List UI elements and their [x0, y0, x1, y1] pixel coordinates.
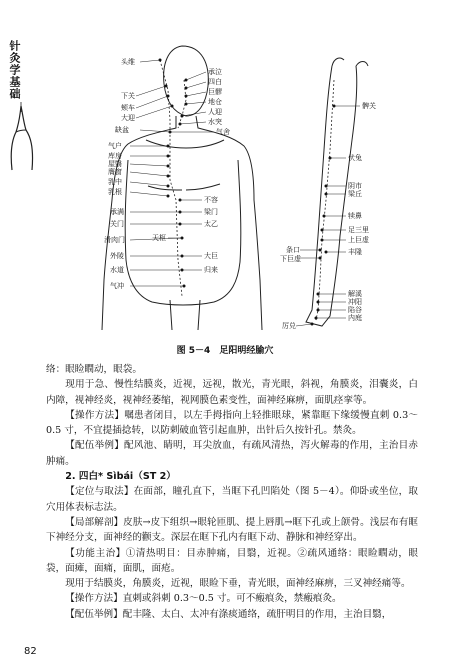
label-tianshu: 天枢 [152, 234, 166, 242]
label-shuidao: 水道 [110, 266, 124, 274]
label-xiangu: 陷谷 [348, 306, 362, 314]
label-chongyang: 冲阳 [348, 298, 362, 306]
paragraph: 络：眼睑瞤动，眼袋。 [46, 364, 142, 375]
label-huaroumen: 滑肉门 [104, 236, 125, 244]
section-text: 皮肤→皮下组织→眼轮匝肌、提上唇肌→眶下孔或上颌骨。浅层布有眶下神经分支，面神经的颧支。深层在眶下孔内有眶下动、静脉和神经穿出。 [46, 516, 418, 544]
label-qihu: 气户 [108, 142, 122, 150]
label-qichong: 气冲 [110, 282, 124, 290]
paragraph [46, 438, 418, 469]
body-text [46, 362, 418, 622]
paragraph [46, 408, 418, 439]
section-head: 【操作方法】 [65, 409, 125, 421]
figure-caption: 图 5－4 足阳明经腧穴 [176, 346, 274, 356]
label-daju: 大巨 [204, 252, 218, 260]
label-ruzhong: 乳中 [108, 178, 122, 186]
label-futu: 伏兔 [348, 154, 362, 162]
label-lidui: 厉兑 [282, 322, 296, 330]
label-juliao: 巨髎 [208, 88, 222, 96]
section-text: 嘱患者闭目，以左手拇指向上轻推眼球，紧靠眶下缘缓慢直刺 0.3～0.5 寸，不宜提插捻转，以防刺破血管引起血肿，出针后久按针孔。禁灸。 [46, 409, 419, 437]
label-zusanli: 足三里 [348, 226, 369, 234]
label-chengman: 承满 [110, 208, 124, 216]
section-head: 【局部解剖】 [65, 516, 124, 528]
label-xiaguan: 下关 [121, 92, 135, 100]
paragraph: 现用于结膜炎，角膜炎，近视，眼睑下垂，青光眼，面神经麻痹，三叉神经痛等。 [65, 578, 411, 590]
section-text: 在面部，瞳孔直下，当眶下孔凹陷处（图 5－4）。仰卧或坐位，取穴用体表标志法。 [46, 486, 418, 513]
paragraph [46, 591, 418, 606]
section-text: 配风池、睛明，耳尖放血，有疏风清热，泻火解毒的作用，主治目赤肿痛。 [46, 440, 419, 467]
side-title-text: 针灸学基础 [8, 40, 21, 100]
label-renying: 人迎 [208, 108, 222, 116]
section-head: 【定位与取法】 [65, 486, 134, 498]
label-rugen: 乳根 [108, 188, 122, 196]
label-qishe: 气舍 [216, 128, 230, 136]
section-text: 直刺或斜刺 0.3～0.5 寸。可不瘢痕灸，禁瘢痕灸。 [122, 593, 342, 605]
label-touwei: 头维 [121, 58, 135, 66]
label-dubi: 犊鼻 [348, 212, 362, 220]
paragraph [46, 484, 418, 515]
label-liangqiu: 梁丘 [348, 190, 362, 198]
label-chengqi: 承泣 [208, 68, 222, 76]
label-burong: 不容 [204, 196, 218, 204]
paragraph [46, 515, 418, 546]
label-dicang: 地仓 [208, 98, 222, 106]
paragraph: 现用于急、慢性结膜炎，近视，远视，散光，青光眼，斜视，角膜炎，泪囊炎，白内障，视神经炎，视神经萎缩，视网膜色素变性，面神经麻痹，面肌痉挛等。 [46, 379, 418, 406]
label-jiexi: 解溪 [348, 290, 362, 298]
label-shangjuxu: 上巨虚 [348, 236, 369, 244]
label-taiyi: 太乙 [204, 220, 218, 228]
label-sibai: 四白 [208, 78, 222, 86]
label-daying: 大迎 [121, 114, 135, 122]
label-wuyi: 屋翳 [108, 160, 122, 168]
paragraph [46, 546, 418, 577]
label-neiting: 内庭 [348, 314, 362, 322]
label-biguan: 髀关 [362, 102, 376, 110]
section-text: 配丰隆、太白、太冲有涤痰通络，疏肝明目的作用，主治目翳， [122, 608, 392, 620]
section-head: 【操作方法】 [65, 593, 123, 605]
label-guanmen: 关门 [110, 220, 124, 228]
label-liangmen: 梁门 [204, 208, 218, 216]
label-guilai: 归来 [204, 266, 218, 274]
page-number: 82 [24, 646, 37, 657]
section-head: 【配伍举例】 [65, 608, 123, 620]
label-quepen: 缺盆 [115, 126, 129, 134]
point-heading: 2. 四白* Sìbái（ST 2） [65, 471, 176, 483]
section-head: 【配伍举例】 [65, 440, 125, 452]
label-wailing: 外陵 [110, 252, 124, 260]
label-yingchuang: 膺窗 [108, 168, 122, 176]
label-kufang: 库房 [108, 152, 122, 160]
label-shuitu: 水突 [208, 118, 222, 126]
paragraph [46, 607, 418, 622]
label-tiaokou: 条口 [286, 246, 300, 254]
section-text: ①清热明目：目赤肿痛，目翳，近视。②疏风通络：眼睑瞤动，眼袋，面瘫，面痛，面肌，面疮。 [46, 547, 419, 574]
label-jiache: 颊车 [121, 104, 135, 112]
label-xiajuxu: 下巨虚 [280, 255, 301, 263]
label-yinshi: 阴市 [348, 182, 362, 190]
label-fenglong: 丰隆 [348, 248, 362, 256]
section-head: 【功能主治】 [65, 547, 126, 559]
